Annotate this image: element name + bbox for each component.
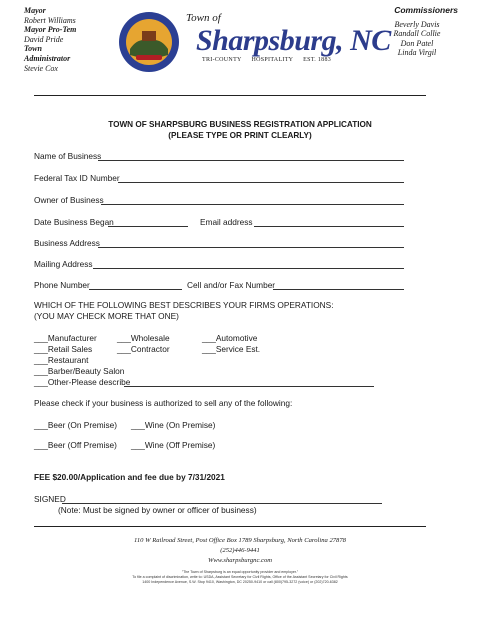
logo-taglines xyxy=(202,57,339,63)
logo-wordmark: Sharpsburg, NC xyxy=(196,24,391,57)
date-business-began-line[interactable] xyxy=(108,226,188,227)
federal-tax-id-label: Federal Tax ID Number xyxy=(34,173,120,183)
form-title-line1: TOWN OF SHARPSBURG BUSINESS REGISTRATION APPLICATION xyxy=(108,120,372,129)
federal-tax-id-line[interactable] xyxy=(118,182,404,183)
logo-town-of: Town of xyxy=(186,12,221,24)
operations-question xyxy=(34,300,334,321)
footer-fine-print xyxy=(0,570,480,585)
form-title xyxy=(0,120,480,141)
owner-of-business-line[interactable] xyxy=(101,204,404,205)
protem-title: Mayor Pro-Tem xyxy=(24,25,77,35)
commissioners-heading: Commissioners xyxy=(394,5,458,15)
check-contractor[interactable]: ___Contractor xyxy=(117,344,170,354)
footer-phone: (252)446-9441 xyxy=(220,547,260,554)
signed-note: (Note: Must be signed by owner or officer of business) xyxy=(58,505,257,515)
check-beer-on[interactable]: ___Beer (On Premise) xyxy=(34,420,118,430)
officials-block xyxy=(24,6,76,73)
footer-address: 110 W Railroad Street, Post Office Box 1789 Sharpsburg, North Carolina 27878 xyxy=(134,537,346,544)
commissioner-name: Randall Collie xyxy=(393,29,441,39)
fine-line-3: 1400 Independence Avenue, S.W. Stop 9410, Washington, DC 20250-9410 or call (800)795-3272 (voice) or (202)720-6382 xyxy=(142,580,338,584)
check-automotive[interactable]: ___Automotive xyxy=(202,333,258,343)
fine-line-1: "The Town of Sharpsburg is an equal opportunity provider and employer." xyxy=(181,570,299,574)
check-beer-off[interactable]: ___Beer (Off Premise) xyxy=(34,440,117,450)
cell-fax-label: Cell and/or Fax Number xyxy=(187,280,276,290)
check-retail-sales[interactable]: ___Retail Sales xyxy=(34,344,93,354)
business-address-label: Business Address xyxy=(34,238,100,248)
commissioner-name: Linda Virgil xyxy=(397,48,437,58)
signature-line[interactable] xyxy=(62,503,382,504)
email-address-line[interactable] xyxy=(254,226,404,227)
signed-label: SIGNED xyxy=(34,494,66,504)
operations-question-line2: (YOU MAY CHECK MORE THAT ONE) xyxy=(34,310,179,321)
footer-website: Www.sharpsburgnc.com xyxy=(207,557,273,564)
header-divider xyxy=(34,95,426,96)
commissioners-block xyxy=(348,6,458,58)
commissioner-name: Don Patel xyxy=(400,38,434,48)
sell-question: Please check if your business is authorized to sell any of the following: xyxy=(34,398,293,408)
phone-number-label: Phone Number xyxy=(34,280,90,290)
town-seal xyxy=(118,11,180,73)
operations-question-line1: WHICH OF THE FOLLOWING BEST DESCRIBES YOUR FIRMS OPERATIONS: xyxy=(34,300,334,310)
owner-of-business-label: Owner of Business xyxy=(34,195,104,205)
protem-name: David Pride xyxy=(24,34,64,44)
check-other[interactable]: ___Other-Please describe xyxy=(34,377,131,387)
tagline-2: HOSPITALITY xyxy=(251,57,294,63)
tagline-3: EST. 1883 xyxy=(303,57,332,63)
mailing-address-line[interactable] xyxy=(93,268,404,269)
check-wine-off[interactable]: ___Wine (Off Premise) xyxy=(131,440,216,450)
mayor-name: Robert Williams xyxy=(24,15,76,25)
business-address-line[interactable] xyxy=(98,247,404,248)
footer-block xyxy=(0,536,480,566)
email-address-label: Email address xyxy=(200,217,253,227)
date-business-began-label: Date Business Began xyxy=(34,217,114,227)
fee-notice: FEE $20.00/Application and fee due by 7/31/2021 xyxy=(34,472,225,482)
check-wholesale[interactable]: ___Wholesale xyxy=(117,333,170,343)
check-restaurant[interactable]: ___Restaurant xyxy=(34,355,89,365)
check-service-est[interactable]: ___Service Est. xyxy=(202,344,261,354)
check-wine-on[interactable]: ___Wine (On Premise) xyxy=(131,420,216,430)
admin-title-1: Town xyxy=(24,44,42,54)
name-of-business-line[interactable] xyxy=(98,160,404,161)
check-barber[interactable]: ___Barber/Beauty Salon xyxy=(34,366,125,376)
commissioner-name: Beverly Davis xyxy=(394,19,440,29)
cell-fax-line[interactable] xyxy=(273,289,404,290)
phone-number-line[interactable] xyxy=(89,289,182,290)
admin-title-2: Administrator xyxy=(24,53,71,63)
tagline-1: TRI-COUNTY xyxy=(202,57,242,63)
mayor-title: Mayor xyxy=(24,6,46,15)
check-manufacturer[interactable]: ___Manufacturer xyxy=(34,333,97,343)
form-title-line2: (PLEASE TYPE OR PRINT CLEARLY) xyxy=(168,130,312,140)
footer-divider xyxy=(34,526,426,527)
fine-line-2: To file a complaint of discrimination, write to: USDA, Assistant Secretary for Civil Rights, Office of the Assistant Secretary for Civil Rights xyxy=(132,575,348,579)
mailing-address-label: Mailing Address xyxy=(34,259,93,269)
admin-name: Stevie Cox xyxy=(24,63,58,73)
name-of-business-label: Name of Business xyxy=(34,151,102,161)
other-describe-line[interactable] xyxy=(124,386,374,387)
